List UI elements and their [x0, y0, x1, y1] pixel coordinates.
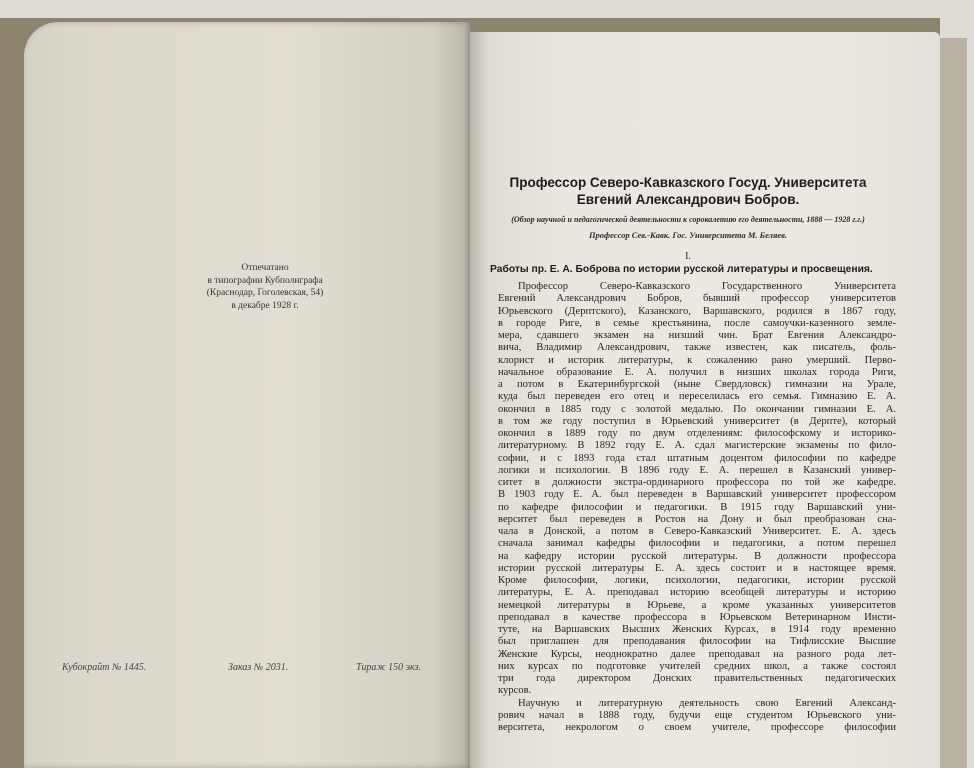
body-line: софии, и с 1893 года стал штатным доцентом философии по кафедре [498, 452, 896, 464]
body-line: истории русской литературы Е. А. здесь состоит и в настоящее время. [498, 562, 896, 574]
body-line: верситета, некрологом о своем учителе, профессоре философии [498, 722, 896, 733]
body-line: рович начал в 1888 году, будучи еще студентом Юрьевского уни- [498, 709, 896, 721]
body-line: логики и психологии. В 1896 году Е. А. перешел в Казанский универ- [498, 464, 896, 476]
body-line: ситет в должности экстра-ординарного профессора по той же кафедре. [498, 477, 896, 488]
body-line: окончил в 1889 году по двум отделениям: философскому и историко- [498, 428, 896, 439]
body-line: вича, Владимир Александрович, также известен, как писатель, фоль- [498, 342, 896, 354]
body-line: а потом в Екатеринбургской (ныне Свердловск) гимназии на Урале, [498, 379, 896, 390]
imprint-line: Отпечатано [241, 263, 289, 273]
article-body [498, 281, 896, 734]
imprint-line: (Краснодар, Гоголевская, 54) [206, 288, 324, 298]
footer-order: Заказ № 2031. [228, 662, 289, 673]
section-number: I. [685, 251, 691, 262]
body-line: три года директором Донских правительственных педагогических [498, 673, 896, 684]
printer-imprint [190, 262, 340, 312]
title-line: Профессор Северо-Кавказского Госуд. Университета [509, 175, 867, 190]
body-line: литературному. В 1892 году Е. А. сдал магистерские экзамены по фило- [498, 440, 896, 452]
body-line: Юрьевского (Дерптского), Казанского, Варшавского, родился в 1867 году, [498, 305, 896, 317]
body-line: куда был переведен его отец и переселилась его семья. Гимназию Е. А. [498, 391, 896, 403]
body-line: Евгений Александрович Бобров, бывший профессор университетов [498, 293, 896, 305]
body-line: курсов. [498, 685, 532, 697]
body-line: Кроме философии, логики, психологии, педагогики, истории русской [498, 575, 896, 586]
footer-kubkrait: Кубокрайт № 1445. [62, 662, 147, 673]
body-line: В 1903 году Е. А. был переведен в Варшавский университет профессором [498, 489, 896, 501]
body-line: окончил в 1885 году с золотой медалью. По окончании гимназии Е. А. [498, 403, 896, 415]
body-line: по кафедре философии и педагогики. В 1915 году Варшавский уни- [498, 501, 896, 513]
imprint-line: в декабре 1928 г. [231, 300, 299, 311]
body-line: литературы, Е. А. преподавал историю всеобщей литературы и историю [498, 587, 896, 599]
article-author: Профессор Сев.-Кавк. Гос. Университета М. Беляев. [588, 230, 788, 240]
body-line: мера, сдавшего экзамен на низший чин. Брат Евгения Александро- [498, 330, 896, 341]
body-line: туте, на Варшавских Высших Женских Курсах, в 1914 году временно [498, 624, 896, 635]
body-line: них курсах по подготовке учителей средних школ, а также состоял [498, 660, 896, 672]
body-line: сначала занимал кафедры философии и педагогики, а потом перешел [498, 538, 896, 550]
article-title [478, 174, 898, 208]
body-line: Научную и литературную деятельность свою Евгений Александ- [518, 697, 896, 709]
imprint-line: в типографии Кубполиграфа [207, 275, 323, 286]
body-line: немецкой литературы в Юрьеве, а кроме указанных университетов [498, 599, 896, 611]
body-line: начальное образование Е. А. получил в низших школах города Риги, [498, 366, 896, 378]
section-heading: Работы пр. Е. А. Боброва по истории русской литературы и просвещения. [490, 264, 873, 275]
body-line: Профессор Северо-Кавказского Государственного Университета [518, 281, 896, 292]
body-line: чала в Донской, а потом в Северо-Кавказский Университет. Е. А. здесь [498, 526, 896, 537]
body-line: верситет был переведен в Ростов на Дону и был преобразован сна- [498, 513, 896, 525]
body-line: клорист и историк литературы, к сожалению рано умерший. Перво- [498, 354, 896, 366]
body-line: в том же году поступил в Юрьевский университет (в Дерпте), который [498, 415, 896, 427]
left-page [24, 22, 470, 768]
body-line: Женские Курсы, неоднократно далее преподавал на разного рода лет- [498, 648, 896, 660]
body-line: на кафедру истории русской литературы. В должности профессора [498, 550, 896, 562]
article-subtitle: (Обзор научной и педагогической деятельности к сорокалетию его деятельности, 1888 — 1928 г.г.) [511, 215, 865, 224]
footer-print-run: Тираж 150 экз. [356, 662, 421, 673]
body-line: был приглашен для преподавания философии на Тифлисские Высшие [498, 636, 896, 648]
body-line: в городе Риге, в семье крестьянина, после самоучки-казенного земле- [498, 317, 896, 329]
title-line: Евгений Александрович Бобров. [576, 192, 800, 207]
body-line: преподавал в качестве профессора в Юрьевском Ветеринарном Инсти- [498, 611, 896, 623]
